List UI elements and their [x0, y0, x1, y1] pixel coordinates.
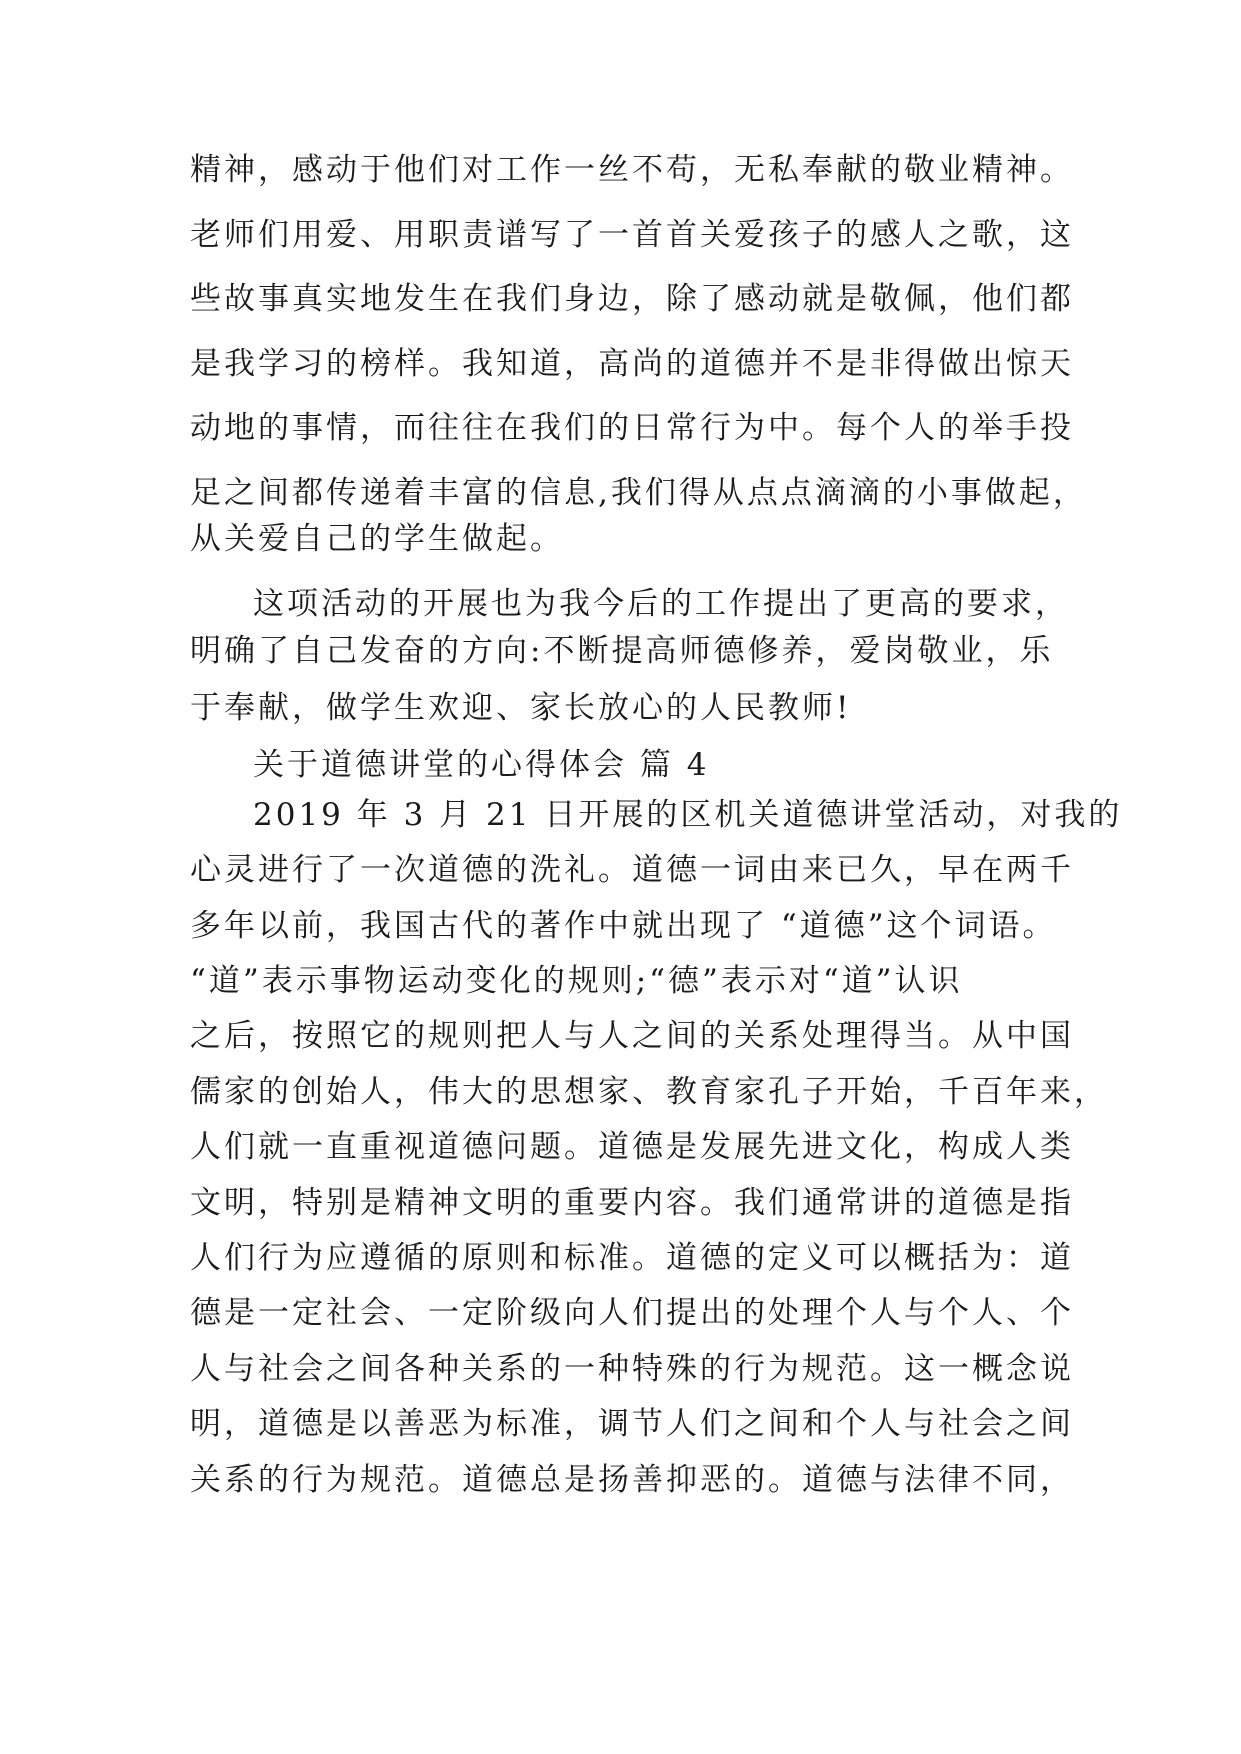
- text-line: 明，道德是以善恶为标准，调节人们之间和个人与社会之间: [190, 1406, 1074, 1442]
- paragraph-first-line: 2019 年 3 月 21 日开展的区机关道德讲堂活动，对我的: [253, 797, 1123, 833]
- text-line: 是我学习的榜样。我知道，高尚的道德并不是非得做出惊天: [190, 346, 1074, 382]
- text-line: 关系的行为规范。道德总是扬善抑恶的。道德与法律不同，: [190, 1462, 1074, 1498]
- text-line: 足之间都传递着丰富的信息,我们得从点点滴滴的小事做起，: [190, 475, 1087, 511]
- text-line: “道”表示事物运动变化的规则;“德”表示对“道”认识: [190, 963, 963, 999]
- text-line: 动地的事情，而往往在我们的日常行为中。每个人的举手投: [190, 410, 1074, 446]
- text-line: 人与社会之间各种关系的一种特殊的行为规范。这一概念说: [190, 1351, 1074, 1387]
- text-line: 之后，按照它的规则把人与人之间的关系处理得当。从中国: [190, 1018, 1074, 1054]
- text-line: 儒家的创始人，伟大的思想家、教育家孔子开始，千百年来，: [190, 1074, 1108, 1110]
- text-line: 人们就一直重视道德问题。道德是发展先进文化，构成人类: [190, 1129, 1074, 1165]
- text-line: 老师们用爱、用职责谱写了一首首关爱孩子的感人之歌，这: [190, 217, 1074, 253]
- text-line: 从关爱自己的学生做起。: [190, 521, 564, 557]
- paragraph-first-line: 这项活动的开展也为我今后的工作提出了更高的要求，: [253, 586, 1069, 622]
- text-line: 多年以前，我国古代的著作中就出现了 “道德”这个词语。: [190, 908, 1057, 944]
- text-line: 精神，感动于他们对工作一丝不苟，无私奉献的敬业精神。: [190, 152, 1074, 188]
- section-heading: 关于道德讲堂的心得体会 篇 4: [253, 747, 710, 783]
- text-line: 心灵进行了一次道德的洗礼。道德一词由来已久，早在两千: [190, 852, 1074, 888]
- text-line: 德是一定社会、一定阶级向人们提出的处理个人与个人、个: [190, 1295, 1074, 1331]
- text-line: 文明，特别是精神文明的重要内容。我们通常讲的道德是指: [190, 1185, 1074, 1221]
- text-line: 于奉献，做学生欢迎、家长放心的人民教师!: [190, 690, 852, 726]
- text-line: 人们行为应遵循的原则和标准。道德的定义可以概括为：道: [190, 1240, 1074, 1276]
- text-line: 些故事真实地发生在我们身边，除了感动就是敬佩，他们都: [190, 281, 1074, 317]
- text-line: 明确了自己发奋的方向:不断提高师德修养，爱岗敬业，乐: [190, 633, 1054, 669]
